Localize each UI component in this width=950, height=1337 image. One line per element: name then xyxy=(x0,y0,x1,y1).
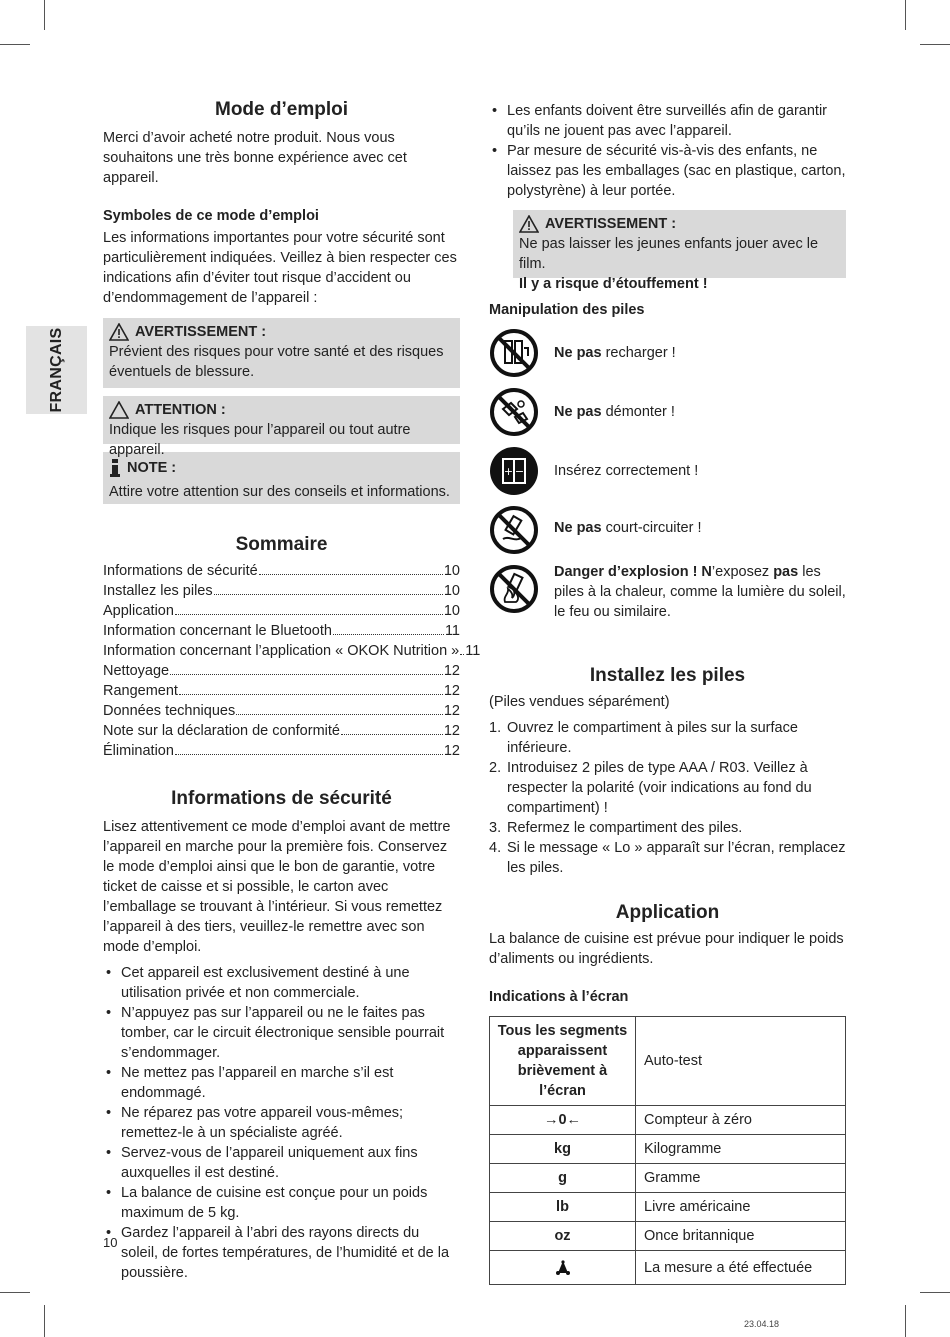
note-box-title: NOTE : xyxy=(127,460,177,476)
battery-item-text xyxy=(554,343,676,363)
table-key xyxy=(490,1251,636,1285)
toc-row[interactable] xyxy=(103,601,460,621)
attention-box-text: Indique les risques pour l’appareil ou tout autre appareil. xyxy=(109,422,411,458)
list-item: • Ne mettez pas l’appareil en marche s’il est endommagé. xyxy=(103,1063,460,1103)
battery-item-bold: pas xyxy=(773,564,799,580)
crop-mark xyxy=(905,1305,906,1337)
table-row xyxy=(490,1135,846,1164)
toc-page: 12 xyxy=(443,703,460,719)
securite-intro: Lisez attentivement ce mode d’emploi avant de mettre l’appareil en marche pour la première fois. Conservez le mode d’emploi ainsi que le bon de garantie, votre ticket de caisse et si possible, le carton avec l’emballage se trouvant à l’intérieur. Si vous remettez l’appareil à des tiers, veuillez-le remettre avec son mode d’emploi. xyxy=(103,819,451,955)
securite-bullet-list-continued xyxy=(489,101,846,201)
crop-mark xyxy=(44,1305,45,1337)
securite-title: Informations de sécurité xyxy=(171,788,392,809)
toc-leader xyxy=(179,694,443,695)
toc-leader xyxy=(214,594,443,595)
toc-label: Élimination xyxy=(103,743,174,759)
step-number: 4. xyxy=(489,840,502,856)
table-key: →0← xyxy=(490,1106,636,1135)
toc-page: 12 xyxy=(443,743,460,759)
table-key: oz xyxy=(490,1222,636,1251)
toc-row[interactable] xyxy=(103,661,460,681)
toc-row[interactable] xyxy=(103,581,460,601)
info-icon xyxy=(109,459,121,477)
note-box xyxy=(103,452,460,504)
crop-mark xyxy=(905,0,906,30)
step-text: Ouvrez le compartiment à piles sur la surface inférieure. xyxy=(507,720,798,756)
table-row xyxy=(490,1251,846,1285)
step-number: 2. xyxy=(489,760,502,776)
toc-page: 12 xyxy=(443,723,460,739)
warning-box-title-row xyxy=(109,322,454,342)
toc-row[interactable] xyxy=(103,641,481,661)
toc-leader xyxy=(259,574,443,575)
print-date: 23.04.18 xyxy=(744,1319,780,1329)
list-item: • La balance de cuisine est conçue pour un poids maximum de 5 kg. xyxy=(103,1183,460,1223)
no-heat-icon xyxy=(489,564,539,614)
toc-page: 12 xyxy=(443,663,460,679)
table-value: Livre américaine xyxy=(636,1193,846,1222)
battery-item-rest: recharger ! xyxy=(601,345,676,361)
crop-mark xyxy=(0,44,30,45)
warning-triangle-icon xyxy=(109,323,129,341)
battery-item-rest: ’exposez xyxy=(711,564,774,580)
toc-label: Informations de sécurité xyxy=(103,563,258,579)
table-row xyxy=(490,1106,846,1135)
step-text: Refermez le compartiment des piles. xyxy=(507,820,743,836)
no-disassemble-icon xyxy=(489,387,539,437)
battery-item-bold: Danger d’explosion ! N xyxy=(554,564,712,580)
crop-mark xyxy=(0,1292,30,1293)
table-row xyxy=(490,1222,846,1251)
warning-children-text: Ne pas laisser les jeunes enfants jouer avec le film. xyxy=(519,236,819,272)
toc-label: Information concernant l’application « OKOK Nutrition » xyxy=(103,643,460,659)
toc-row[interactable] xyxy=(103,681,460,701)
attention-box-title: ATTENTION : xyxy=(135,402,226,418)
table-value: Auto-test xyxy=(636,1017,846,1106)
list-item: • N’appuyez pas sur l’appareil ou ne le faites pas tomber, car le circuit électronique sensible pourrait s’endommager. xyxy=(103,1003,460,1063)
left-column xyxy=(103,98,481,1283)
warning-triangle-icon xyxy=(519,215,539,233)
list-item: • Gardez l’appareil à l’abri des rayons directs du soleil, de fortes températures, de l’humidité et de la poussière. xyxy=(103,1223,460,1283)
table-value: Gramme xyxy=(636,1164,846,1193)
toc-row[interactable] xyxy=(103,621,460,641)
toc-row[interactable] xyxy=(103,701,460,721)
list-item xyxy=(489,758,846,818)
toc-page: 11 xyxy=(444,623,460,639)
toc-label: Rangement xyxy=(103,683,178,699)
battery-item-rest: les piles à la chaleur, comme la lumière du soleil, le feu ou similaire. xyxy=(554,564,846,620)
attention-triangle-icon xyxy=(109,401,129,419)
battery-item-text xyxy=(554,518,701,538)
attention-box xyxy=(103,396,460,458)
symbols-text: Les informations importantes pour votre sécurité sont particulièrement indiquées. Veillez à bien respecter ces indications afin d’éviter tout risque d’accident ou d’endommagement de l’appareil : xyxy=(103,230,457,306)
securite-bullet-list xyxy=(103,963,460,1283)
page-number: 10 xyxy=(103,1235,118,1250)
battery-item-text xyxy=(554,562,846,622)
language-tab-label: FRANÇAIS xyxy=(47,327,65,413)
mode-emploi-intro: Merci d’avoir acheté notre produit. Nous vous souhaitons une très bonne expérience avec cet appareil. xyxy=(103,130,407,186)
battery-item-rest: Insérez correctement ! xyxy=(554,463,699,479)
warning-children-title: AVERTISSEMENT : xyxy=(545,216,677,232)
list-item: • Par mesure de sécurité vis-à-vis des enfants, ne laissez pas les emballages (sac en plastique, carton, polystyrène) à leur portée. xyxy=(489,141,846,201)
battery-item-bold: Ne pas xyxy=(554,345,602,361)
table-value: Compteur à zéro xyxy=(636,1106,846,1135)
right-column xyxy=(489,101,846,1285)
battery-item-text xyxy=(554,402,675,422)
table-of-contents xyxy=(103,561,481,761)
toc-leader xyxy=(341,734,443,735)
warning-box-title: AVERTISSEMENT : xyxy=(135,324,267,340)
toc-label: Note sur la déclaration de conformité xyxy=(103,723,340,739)
toc-page: 10 xyxy=(443,583,460,599)
list-item xyxy=(489,838,846,878)
sommaire-title: Sommaire xyxy=(235,534,328,555)
table-value: Once britannique xyxy=(636,1222,846,1251)
table-key: Tous les segments apparaissent brièvement à l’écran xyxy=(490,1017,636,1106)
toc-leader xyxy=(460,654,464,655)
list-item: • Cet appareil est exclusivement destiné à une utilisation privée et non commerciale. xyxy=(103,963,460,1003)
list-item xyxy=(489,564,846,622)
crop-mark xyxy=(44,0,45,30)
installez-subtitle: (Piles vendues séparément) xyxy=(489,694,670,710)
svg-text:+: + xyxy=(503,465,514,478)
warning-box xyxy=(103,318,460,388)
list-item xyxy=(489,818,846,838)
toc-leader xyxy=(170,674,443,675)
battery-handling-list xyxy=(489,328,846,622)
toc-leader xyxy=(175,614,443,615)
step-number: 1. xyxy=(489,720,502,736)
display-indications-table xyxy=(489,1016,846,1285)
symbols-heading: Symboles de ce mode d’emploi xyxy=(103,208,319,224)
table-key: g xyxy=(490,1164,636,1193)
table-row xyxy=(490,1017,846,1106)
battery-item-rest: court-circuiter ! xyxy=(601,520,702,536)
no-recharge-icon xyxy=(489,328,539,378)
crop-mark xyxy=(920,1292,950,1293)
svg-text:−: − xyxy=(514,465,525,478)
toc-label: Installez les piles xyxy=(103,583,213,599)
warning-box-text: Prévient des risques pour votre santé et des risques éventuels de blessure. xyxy=(109,344,444,380)
battery-item-bold: Ne pas xyxy=(554,520,602,536)
attention-box-title-row xyxy=(109,400,454,420)
toc-label: Application xyxy=(103,603,174,619)
battery-item-text xyxy=(554,461,698,481)
toc-label: Nettoyage xyxy=(103,663,170,679)
toc-row[interactable] xyxy=(103,561,460,581)
application-text: La balance de cuisine est prévue pour indiquer le poids d’aliments ou ingrédients. xyxy=(489,931,844,967)
toc-row[interactable] xyxy=(103,721,460,741)
no-short-circuit-icon xyxy=(489,505,539,555)
stable-weight-icon xyxy=(555,1260,571,1276)
crop-mark xyxy=(920,44,950,45)
list-item: • Servez-vous de l’appareil uniquement aux fins auxquelles il est destiné. xyxy=(103,1143,460,1183)
toc-page: 12 xyxy=(443,683,460,699)
table-value: Kilogramme xyxy=(636,1135,846,1164)
table-row xyxy=(490,1193,846,1222)
toc-page: 11 xyxy=(465,643,481,659)
language-tab xyxy=(26,326,87,414)
list-item: • Ne réparez pas votre appareil vous-mêmes; remettez-le à un spécialiste agréé. xyxy=(103,1103,460,1143)
warning-children-bold: Il y a risque d’étouffement ! xyxy=(519,276,708,292)
list-item xyxy=(489,718,846,758)
table-key: kg xyxy=(490,1135,636,1164)
table-row xyxy=(490,1164,846,1193)
toc-leader xyxy=(175,754,443,755)
list-item xyxy=(489,446,846,496)
table-key: lb xyxy=(490,1193,636,1222)
toc-leader xyxy=(236,714,443,715)
step-number: 3. xyxy=(489,820,502,836)
note-box-text: Attire votre attention sur des conseils et informations. xyxy=(109,484,450,500)
piles-heading: Manipulation des piles xyxy=(489,302,645,318)
list-item xyxy=(489,505,846,555)
application-title: Application xyxy=(615,902,720,923)
installez-title: Installez les piles xyxy=(589,665,746,686)
battery-item-rest: démonter ! xyxy=(601,404,675,420)
toc-page: 10 xyxy=(443,563,460,579)
toc-row[interactable] xyxy=(103,741,460,761)
toc-label: Données techniques xyxy=(103,703,236,719)
list-item xyxy=(489,387,846,437)
warning-box-children xyxy=(513,210,846,292)
table-value: La mesure a été effectuée xyxy=(636,1251,846,1285)
toc-page: 10 xyxy=(443,603,460,619)
list-item xyxy=(489,328,846,378)
toc-leader xyxy=(333,634,444,635)
mode-emploi-title: Mode d’emploi xyxy=(215,99,348,120)
note-box-title-row xyxy=(109,458,454,478)
warning-children-title-row xyxy=(519,214,840,234)
installez-steps xyxy=(489,718,846,878)
list-item: • Les enfants doivent être surveillés afin de garantir qu’ils ne jouent pas avec l’appareil. xyxy=(489,101,846,141)
step-text: Introduisez 2 piles de type AAA / R03. Veillez à respecter la polarité (voir indications au fond du compartiment) ! xyxy=(507,760,812,816)
battery-item-bold: Ne pas xyxy=(554,404,602,420)
polarity-icon xyxy=(489,446,539,496)
toc-label: Information concernant le Bluetooth xyxy=(103,623,332,639)
indications-heading: Indications à l’écran xyxy=(489,989,629,1005)
step-text: Si le message « Lo » apparaît sur l’écran, remplacez les piles. xyxy=(507,840,846,876)
